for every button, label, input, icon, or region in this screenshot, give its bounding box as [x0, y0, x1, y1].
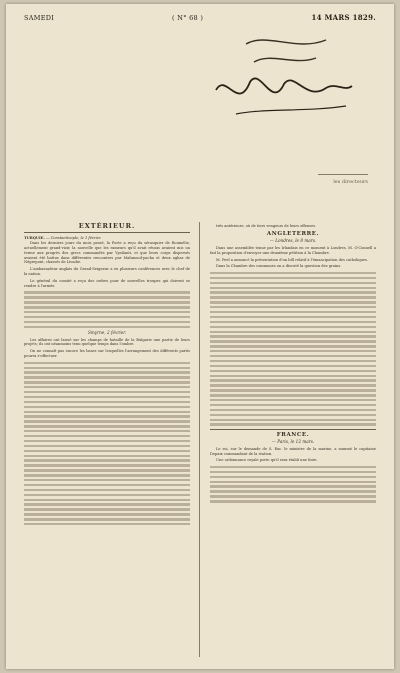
text-line	[24, 445, 190, 447]
text-line	[24, 321, 190, 323]
text-line	[210, 301, 376, 303]
text-line	[24, 425, 190, 427]
text-line	[24, 311, 190, 313]
dateline: — Londres, le 8 mars.	[269, 237, 317, 243]
margin-rule	[318, 174, 368, 175]
text-line	[24, 291, 190, 293]
text-line	[24, 523, 190, 525]
text-line	[210, 370, 376, 372]
text-line	[210, 355, 376, 357]
text-line	[24, 296, 190, 298]
text-line	[24, 301, 190, 303]
text-line	[210, 360, 376, 362]
issue-date: 14 MARS 1829.	[311, 13, 376, 22]
handwritten-signature	[176, 22, 356, 132]
text-line	[24, 420, 190, 422]
text-line	[210, 414, 376, 416]
text-line	[24, 415, 190, 417]
dateline: — Constantinople, le 1 février.	[45, 235, 102, 240]
text-line	[24, 391, 190, 393]
text-line	[24, 376, 190, 378]
text-line	[24, 401, 190, 403]
rule	[210, 429, 376, 430]
text-line	[24, 464, 190, 466]
text-line	[210, 345, 376, 347]
left-column	[24, 224, 190, 659]
text-line	[24, 306, 190, 308]
paragraph: L'ambassadeur anglais du Grand-Seigneur a eu plusieurs conférences avec le chef de la nation.	[24, 267, 190, 277]
rule	[24, 232, 190, 233]
text-line	[24, 518, 190, 520]
text-line	[210, 476, 376, 478]
text-line	[210, 485, 376, 487]
text-line	[210, 335, 376, 337]
text-line	[24, 469, 190, 471]
text-line	[24, 411, 190, 413]
text-line	[210, 399, 376, 401]
country-label: TURQUIE.	[24, 235, 45, 240]
right-column	[210, 224, 376, 659]
column-divider	[199, 222, 200, 657]
text-line	[210, 419, 376, 421]
text-line	[210, 481, 376, 483]
text-line	[24, 503, 190, 505]
text-line	[210, 306, 376, 308]
text-line	[210, 296, 376, 298]
text-line	[210, 490, 376, 492]
text-line	[24, 494, 190, 496]
text-line	[210, 291, 376, 293]
france-heading: FRANCE.	[276, 431, 310, 438]
text-line	[24, 396, 190, 398]
text-line	[24, 316, 190, 318]
text-line	[24, 367, 190, 369]
text-line	[210, 326, 376, 328]
text-line	[24, 459, 190, 461]
text-line	[24, 513, 190, 515]
text-line	[210, 500, 376, 502]
text-line	[210, 282, 376, 284]
text-line	[210, 389, 376, 391]
text-line	[24, 430, 190, 432]
text-line	[24, 484, 190, 486]
text-line	[24, 381, 190, 383]
text-line	[210, 471, 376, 473]
text-line	[210, 495, 376, 497]
text-line	[210, 272, 376, 274]
text-line	[24, 362, 190, 364]
text-line	[210, 277, 376, 279]
issue-number: ( N° 68 )	[172, 14, 204, 22]
text-line	[24, 371, 190, 373]
text-line	[210, 375, 376, 377]
newspaper-page	[6, 4, 394, 669]
paragraph: Une ordonnance royale porte qu'il sera établi une foire.	[216, 458, 318, 463]
paragraph: Les affaires ont laissé sur les champs de bataille de la Bulgarie une partie de leurs projets; ils ont néanmoins tenu quelque temps dans l'ombre.	[24, 337, 190, 347]
text-line	[210, 365, 376, 367]
text-line	[24, 440, 190, 442]
text-line	[210, 409, 376, 411]
text-line	[210, 466, 376, 468]
text-line	[210, 311, 376, 313]
text-line	[24, 489, 190, 491]
text-line	[210, 321, 376, 323]
section-title: EXTÉRIEUR.	[78, 222, 136, 230]
text-line	[24, 455, 190, 457]
text-line	[210, 394, 376, 396]
country-heading: ANGLETERRE.	[266, 230, 320, 237]
day-label: SAMEDI	[24, 14, 55, 22]
paragraph: M. Peel a annoncé la présentation d'un bill relatif à l'émancipation des catholiques.	[216, 257, 369, 262]
text-line	[210, 404, 376, 406]
text-line	[210, 316, 376, 318]
text-line	[210, 340, 376, 342]
text-line	[24, 435, 190, 437]
text-line	[24, 479, 190, 481]
paragraph: On ne connaît pas encore les bases sur lesquelles l'arrangement des différents partis pourra s'effectuer.	[24, 349, 190, 359]
text-line	[24, 508, 190, 510]
paragraph: très antérieure, où de tiers vengeurs de leurs offenses.	[216, 224, 317, 228]
text-line	[210, 287, 376, 289]
paragraph: Dans les derniers jours du mois passé, la Porte a reçu du sérasquier de Roumélie, actuellement grand-vizir, la nouvelle que les rameurs qu'il avait réunis avaient mis un terme aux progrès des grecs commandés par Ypsilanti, et que leurs corps dispersés avaient été battus dans différentes rencontres par Mahmoud-pacha et deux aghas de Négrepont, chassés de Livadie.	[24, 240, 190, 265]
text-line	[210, 379, 376, 381]
text-line	[24, 474, 190, 476]
paragraph: Dans une assemblée tenue par les Irlandais en ce moment à Londres, M. O'Connell a fait la proposition d'envoyer une deuxième pétition à la Chambre.	[210, 245, 376, 255]
text-line	[210, 350, 376, 352]
paragraph: Dans la Chambre des communes on a discuté la question des grains.	[216, 264, 342, 269]
text-line	[24, 450, 190, 452]
text-line	[24, 499, 190, 501]
text-line	[24, 406, 190, 408]
text-line	[210, 384, 376, 386]
text-line	[210, 331, 376, 333]
paragraph: Le roi, sur le demande de S. Exc. le ministre de la marine, a nommé le capitaine Depaix commandant de la station.	[210, 446, 376, 456]
dateline: — Paris, le 12 mars.	[271, 438, 315, 444]
second-dateline: Smyrne, 2 février.	[87, 329, 127, 335]
paragraph: Le général du comité a reçu des ordres pour de nouvelles troupes qui doivent se rendre à l'armée.	[24, 279, 190, 289]
text-line	[210, 423, 376, 425]
margin-note: les directeurs	[333, 179, 368, 185]
text-line	[24, 326, 190, 328]
text-line	[24, 386, 190, 388]
